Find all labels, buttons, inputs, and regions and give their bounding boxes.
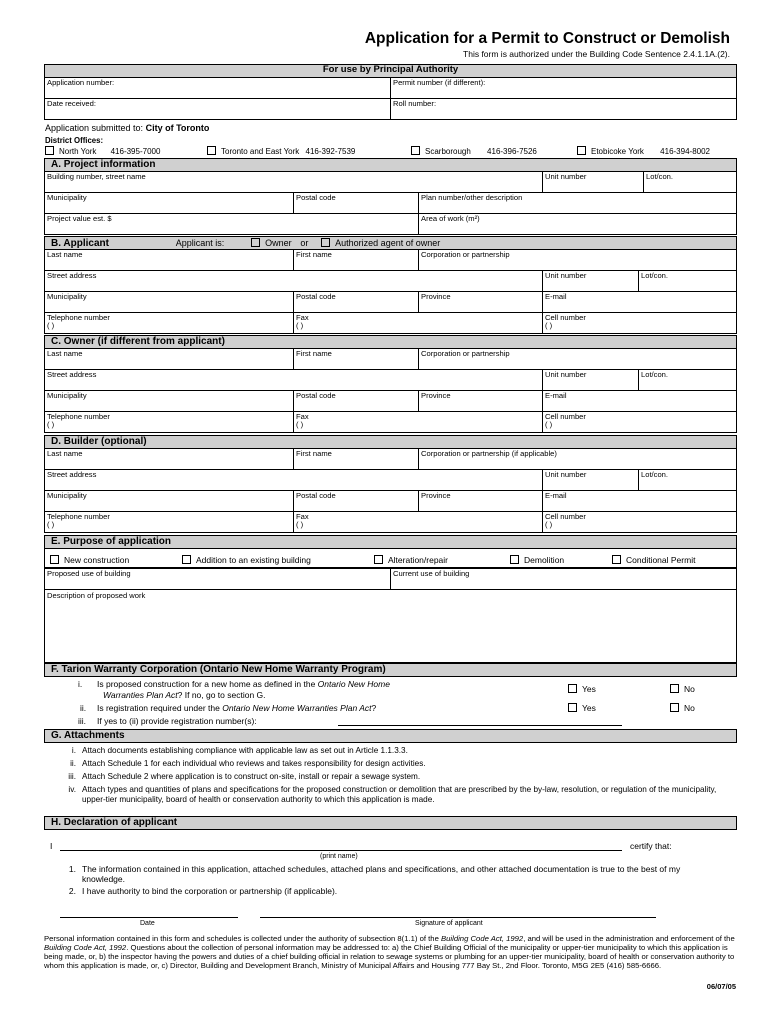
- province-field[interactable]: Province: [419, 491, 543, 512]
- cell-field[interactable]: Cell number ( ): [543, 313, 737, 334]
- date-caption: Date: [140, 920, 155, 927]
- question-3: If yes to (ii) provide registration number(s):: [97, 716, 257, 726]
- project-info-table-3: [44, 213, 737, 235]
- q2-no[interactable]: No: [670, 703, 695, 713]
- signature-input[interactable]: [260, 917, 656, 918]
- description-field[interactable]: Description of proposed work: [44, 589, 737, 663]
- cell-field[interactable]: Cell number ( ): [543, 412, 737, 433]
- unit-number-field[interactable]: Unit number: [543, 370, 639, 391]
- section-h-heading: H. Declaration of applicant: [44, 816, 737, 830]
- telephone-field[interactable]: Telephone number ( ): [45, 313, 294, 334]
- question-1-number: i.: [78, 679, 83, 689]
- section-b-heading: B. Applicant Applicant is: Owner or Authorized agent of owner: [44, 236, 737, 250]
- signature-caption: Signature of applicant: [415, 920, 483, 927]
- checkbox-icon[interactable]: [568, 703, 577, 712]
- email-field[interactable]: E-mail: [543, 292, 737, 313]
- q1-no[interactable]: No: [670, 684, 695, 694]
- owner-table-2: [44, 369, 737, 391]
- corporation-field[interactable]: Corporation or partnership (if applicable): [419, 449, 737, 470]
- street-address-field[interactable]: Street address: [45, 271, 543, 292]
- checkbox-icon[interactable]: [577, 146, 586, 155]
- list-item: i. Attach documents establishing compliance with applicable law as set out in Article 1.1.3.3.: [71, 746, 408, 755]
- postal-code-field[interactable]: Postal code: [294, 391, 419, 412]
- option-new-construction[interactable]: New construction: [50, 555, 129, 565]
- area-of-work-field[interactable]: Area of work (m²): [419, 214, 737, 235]
- owner-option[interactable]: Owner: [251, 238, 292, 248]
- office-scarborough[interactable]: Scarborough 416-396-7526: [411, 146, 537, 156]
- email-field[interactable]: E-mail: [543, 391, 737, 412]
- plan-number-field[interactable]: Plan number/other description: [419, 193, 737, 214]
- question-2-number: ii.: [80, 703, 87, 713]
- section-g-heading: G. Attachments: [44, 729, 737, 743]
- form-subtitle: This form is authorized under the Building Code Sentence 2.4.1.1A.(2).: [463, 49, 730, 59]
- form-date: 06/07/05: [706, 982, 736, 991]
- lot-con-field[interactable]: Lot/con.: [639, 370, 737, 391]
- corporation-field[interactable]: Corporation or partnership: [419, 250, 737, 271]
- privacy-notice: Personal information contained in this form and schedules is collected under the authority of subsection 8(1.1) of the Building Code Act, 1992, and will be used in the administration and enforcement of the Building Code Act, 1992. Questions about the collection of personal information may be addressed to: a) the Chief Building Official of the municipality or upper-tier municipality to which this application is being made, or, b) the inspector having the powers and duties of a chief building official in relation to sewage systems or plumbing for an upper-tier municipality, board of health or conservation authority to whom this application is made, or, c) Director, Building and Development Branch, Ministry of Municipal Affairs and Housing 777 Bay St., 2nd Floor. Toronto, M5G 2E5 (416) 585-6666.: [44, 934, 735, 970]
- checkbox-icon[interactable]: [321, 238, 330, 247]
- municipality-field[interactable]: Municipality: [45, 391, 294, 412]
- section-f-heading: F. Tarion Warranty Corporation (Ontario New Home Warranty Program): [44, 663, 737, 677]
- last-name-field[interactable]: Last name: [45, 349, 294, 370]
- checkbox-icon[interactable]: [411, 146, 420, 155]
- last-name-field[interactable]: Last name: [45, 250, 294, 271]
- fax-field[interactable]: Fax ( ): [294, 412, 543, 433]
- certify-that: certify that:: [630, 841, 672, 851]
- lot-con-field[interactable]: Lot/con.: [639, 271, 737, 292]
- province-field[interactable]: Province: [419, 292, 543, 313]
- section-c-heading: C. Owner (if different from applicant): [44, 335, 737, 349]
- checkbox-icon[interactable]: [182, 555, 191, 564]
- section-a-heading: A. Project information: [44, 158, 737, 172]
- checkbox-icon[interactable]: [207, 146, 216, 155]
- builder-table-3: [44, 490, 737, 512]
- checkbox-icon[interactable]: [45, 146, 54, 155]
- registration-number-input[interactable]: [338, 725, 622, 726]
- corporation-field[interactable]: Corporation or partnership: [419, 349, 737, 370]
- owner-table-4: [44, 411, 737, 433]
- applicant-table-4: [44, 312, 737, 334]
- municipality-field[interactable]: Municipality: [45, 491, 294, 512]
- option-addition[interactable]: Addition to an existing building: [182, 555, 311, 565]
- applicant-table: [44, 249, 737, 271]
- unit-number-field[interactable]: Unit number: [543, 470, 639, 491]
- option-alteration[interactable]: Alteration/repair: [374, 555, 448, 565]
- office-toronto-east-york[interactable]: Toronto and East York 416-392-7539: [207, 146, 355, 156]
- applicant-table-3: [44, 291, 737, 313]
- project-value-field[interactable]: Project value est. $: [45, 214, 419, 235]
- roll-number-field[interactable]: Roll number:: [391, 99, 737, 120]
- date-input[interactable]: [60, 917, 238, 918]
- unit-number-field[interactable]: Unit number: [543, 172, 644, 193]
- city-name: City of Toronto: [145, 123, 210, 133]
- print-name-input[interactable]: [60, 850, 622, 851]
- agent-option[interactable]: Authorized agent of owner: [321, 238, 440, 248]
- project-info-table-2: [44, 192, 737, 214]
- unit-number-field[interactable]: Unit number: [543, 271, 639, 292]
- municipality-field[interactable]: Municipality: [45, 193, 294, 214]
- district-label: District Offices:: [45, 136, 104, 145]
- cell-field[interactable]: Cell number ( ): [543, 512, 737, 533]
- list-item: ii. Attach Schedule 1 for each individual who reviews and takes responsibility for design activities.: [70, 759, 426, 768]
- list-item: iv. Attach types and quantities of plans and specifications for the proposed construction or demolition that are prescribed by the by-law, resolution, or regulation of the municipality, upper-tier municipality, board of health or conservation authority to which this application is made.: [68, 785, 717, 804]
- builder-table-2: [44, 469, 737, 491]
- lot-con-field[interactable]: Lot/con.: [644, 172, 737, 193]
- list-item: 1. The information contained in this application, attached schedules, attached plans and specifications, and other attached documentation is true to the best of my knowledge.: [68, 864, 681, 884]
- print-name-caption: (print name): [320, 853, 358, 860]
- proposed-use-field[interactable]: Proposed use of building: [45, 569, 391, 590]
- lot-con-field[interactable]: Lot/con.: [639, 470, 737, 491]
- postal-code-field[interactable]: Postal code: [294, 491, 419, 512]
- option-conditional-permit[interactable]: Conditional Permit: [612, 555, 695, 565]
- authority-heading: For use by Principal Authority: [45, 65, 737, 78]
- applicant-table-2: [44, 270, 737, 292]
- list-item: iii. Attach Schedule 2 where application is to construct on-site, install or repair a sewage system.: [68, 772, 421, 781]
- attachments-list: [44, 746, 737, 805]
- project-info-table: [44, 171, 737, 193]
- permit-number-field[interactable]: Permit number (if different):: [391, 78, 737, 99]
- section-d-heading: D. Builder (optional): [44, 435, 737, 449]
- checkbox-icon[interactable]: [612, 555, 621, 564]
- application-number-field[interactable]: Application number:: [45, 78, 391, 99]
- builder-table-4: [44, 511, 737, 533]
- owner-table: [44, 348, 737, 370]
- telephone-field[interactable]: Telephone number ( ): [45, 412, 294, 433]
- checkbox-icon[interactable]: [568, 684, 577, 693]
- province-field[interactable]: Province: [419, 391, 543, 412]
- authority-table: [44, 64, 737, 120]
- fax-field[interactable]: Fax ( ): [294, 313, 543, 334]
- checkbox-icon[interactable]: [251, 238, 260, 247]
- checkbox-icon[interactable]: [50, 555, 59, 564]
- street-address-field[interactable]: Street address: [45, 370, 543, 391]
- last-name-field[interactable]: Last name: [45, 449, 294, 470]
- telephone-field[interactable]: Telephone number ( ): [45, 512, 294, 533]
- option-demolition[interactable]: Demolition: [510, 555, 564, 565]
- municipality-field[interactable]: Municipality: [45, 292, 294, 313]
- first-name-field[interactable]: First name: [294, 349, 419, 370]
- office-etobicoke-york[interactable]: Etobicoke York 416-394-8002: [577, 146, 710, 156]
- checkbox-icon[interactable]: [510, 555, 519, 564]
- declaration-i: I: [50, 841, 53, 851]
- question-1: Is proposed construction for a new home as defined in the Ontario New Home Warranties Plan Act? If no, go to section G.: [97, 679, 390, 700]
- first-name-field[interactable]: First name: [294, 449, 419, 470]
- postal-code-field[interactable]: Postal code: [294, 193, 419, 214]
- question-3-number: iii.: [78, 716, 87, 726]
- q2-yes[interactable]: Yes: [568, 703, 596, 713]
- form-title: Application for a Permit to Construct or Demolish: [364, 30, 730, 47]
- email-field[interactable]: E-mail: [543, 491, 737, 512]
- postal-code-field[interactable]: Postal code: [294, 292, 419, 313]
- date-received-field[interactable]: Date received:: [45, 99, 391, 120]
- q1-yes[interactable]: Yes: [568, 684, 596, 694]
- street-address-field[interactable]: Street address: [45, 470, 543, 491]
- section-e-heading: E. Purpose of application: [44, 535, 737, 549]
- question-2: Is registration required under the Ontario New Home Warranties Plan Act?: [97, 703, 377, 713]
- list-item: 2. I have authority to bind the corporation or partnership (if applicable).: [68, 886, 338, 896]
- declaration-list: [44, 864, 737, 896]
- builder-table: [44, 448, 737, 470]
- checkbox-icon[interactable]: [670, 703, 679, 712]
- checkbox-icon[interactable]: [670, 684, 679, 693]
- office-north-york[interactable]: North York 416-395-7000: [45, 146, 160, 156]
- owner-table-3: [44, 390, 737, 412]
- first-name-field[interactable]: First name: [294, 250, 419, 271]
- submitted-to: Application submitted to: City of Toronto: [45, 123, 210, 133]
- current-use-field[interactable]: Current use of building: [391, 569, 737, 590]
- checkbox-icon[interactable]: [374, 555, 383, 564]
- purpose-table: [44, 568, 737, 590]
- building-number-field[interactable]: Building number, street name: [45, 172, 543, 193]
- fax-field[interactable]: Fax ( ): [294, 512, 543, 533]
